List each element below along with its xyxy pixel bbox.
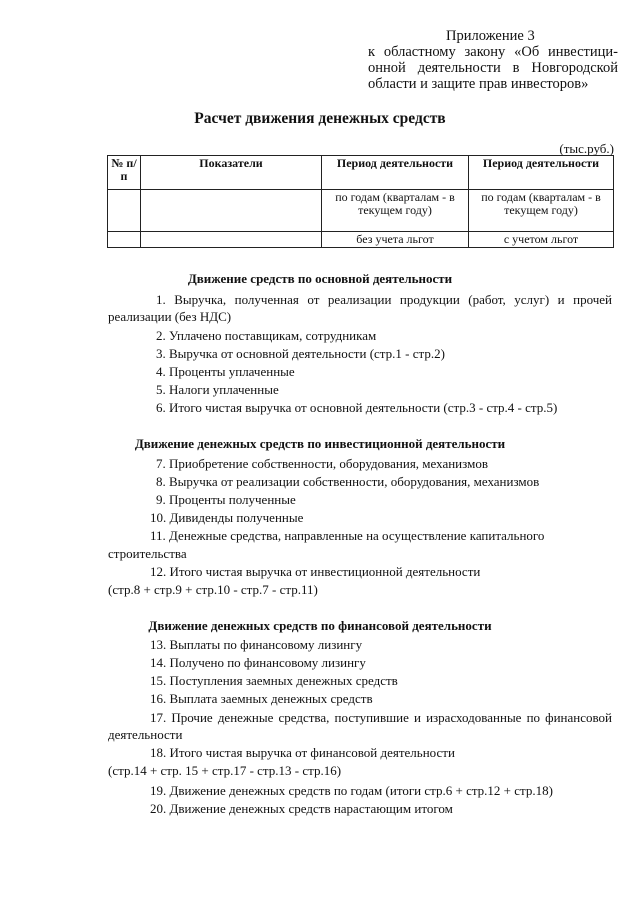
list-item-13: 13. Выплаты по финансовому лизингу: [150, 637, 363, 652]
section-investing-heading: Движение денежных средств по инвестиционной деятельности: [134, 436, 506, 451]
document-title: Расчет движения денежных средств: [194, 110, 446, 127]
appendix-line: онной деятельности в Новгородской: [368, 60, 618, 76]
list-item-14: 14. Получено по финансовому лизингу: [150, 655, 366, 670]
list-item-18: 18. Итого чистая выручка от финансовой деятельности: [150, 745, 455, 760]
cell-by-years-2: по годам (кварталам - в текущем году): [469, 190, 614, 232]
list-item-8: 8. Выручка от реализации собственности, оборудования, механизмов: [156, 474, 540, 489]
header-period-2: Период деятельности: [469, 156, 614, 190]
cell-empty: [108, 232, 141, 248]
list-item-11: 11. Денежные средства, направленные на осуществление капитального: [150, 528, 545, 543]
list-item-1: 1. Выручка, полученная от реализации продукции (работ, услуг) и прочей: [156, 292, 612, 307]
list-item-17: 17. Прочие денежные средства, поступившие и израсходованные по финансовой: [150, 710, 612, 725]
appendix-block: [368, 28, 618, 92]
section-financing-heading: Движение денежных средств по финансовой деятельности: [148, 618, 492, 633]
list-item-12: 12. Итого чистая выручка от инвестиционной деятельности: [150, 564, 481, 579]
list-item-7: 7. Приобретение собственности, оборудования, механизмов: [156, 456, 488, 471]
list-item-18-cont: (стр.14 + стр. 15 + стр.17 - стр.13 - стр.16): [108, 763, 342, 778]
header-period-1: Период деятельности: [322, 156, 469, 190]
period-table: [107, 155, 614, 248]
list-item-15: 15. Поступления заемных денежных средств: [150, 673, 398, 688]
appendix-line: области и защите прав инвесторов»: [368, 76, 589, 92]
list-item-1-cont: реализации (без НДС): [108, 309, 232, 324]
cell-without-benefits: без учета льгот: [322, 232, 469, 248]
cell-empty: [141, 190, 322, 232]
list-item-5: 5. Налоги уплаченные: [156, 382, 279, 397]
appendix-line: к областному закону «Об инвестици-: [368, 44, 618, 60]
list-item-6: 6. Итого чистая выручка от основной деятельности (стр.3 - стр.4 - стр.5): [156, 400, 558, 415]
cell-by-years-1: по годам (кварталам - в текущем году): [322, 190, 469, 232]
appendix-title: Приложение 3: [446, 28, 535, 44]
cell-with-benefits: с учетом льгот: [469, 232, 614, 248]
units-label: (тыс.руб.): [559, 141, 614, 156]
list-item-17-cont: деятельности: [108, 727, 183, 742]
list-item-19: 19. Движение денежных средств по годам (итоги стр.6 + стр.12 + стр.18): [150, 783, 553, 798]
list-item-4: 4. Проценты уплаченные: [156, 364, 295, 379]
list-item-3: 3. Выручка от основной деятельности (стр.1 - стр.2): [156, 346, 445, 361]
section-operating-heading: Движение средств по основной деятельности: [187, 271, 453, 286]
list-item-20: 20. Движение денежных средств нарастающим итогом: [150, 801, 453, 816]
list-item-12-cont: (стр.8 + стр.9 + стр.10 - стр.7 - стр.11): [108, 582, 318, 597]
cell-empty: [108, 190, 141, 232]
list-item-11-cont: строительства: [108, 546, 187, 561]
list-item-2: 2. Уплачено поставщикам, сотрудникам: [156, 328, 377, 343]
list-item-10: 10. Дивиденды полученные: [150, 510, 304, 525]
list-item-16: 16. Выплата заемных денежных средств: [150, 691, 373, 706]
cell-empty: [141, 232, 322, 248]
list-item-9: 9. Проценты полученные: [156, 492, 296, 507]
header-indicators: Показатели: [141, 156, 322, 190]
header-num: № п/п: [108, 156, 141, 190]
